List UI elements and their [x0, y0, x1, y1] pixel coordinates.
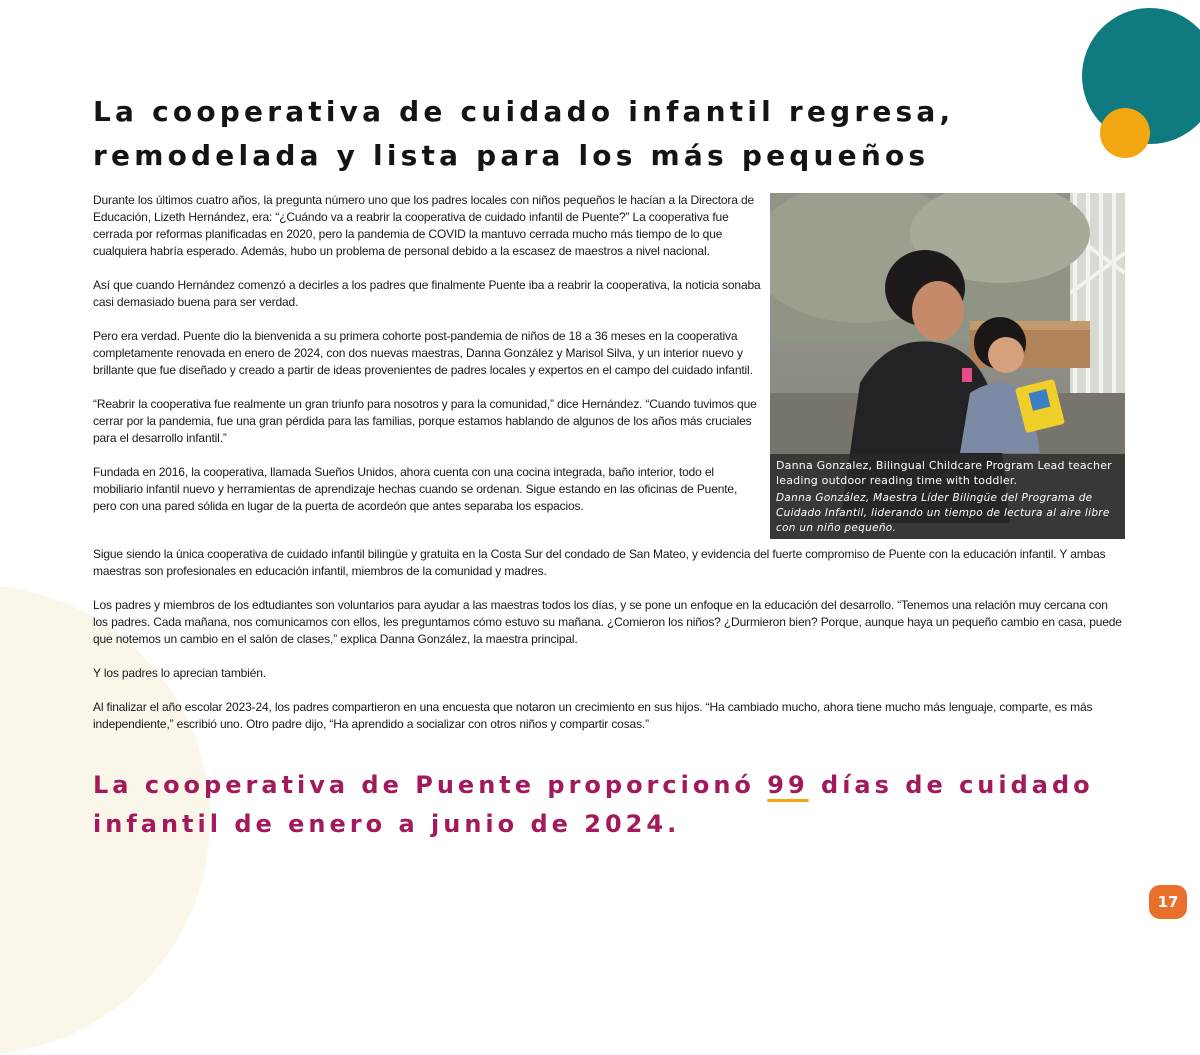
page-number-badge: 17 [1149, 885, 1187, 919]
article-photo [770, 193, 1125, 539]
paragraph: Fundada en 2016, la cooperativa, llamada Sueños Unidos, ahora cuenta con una cocina integrada, baño interior, todo el mobiliario infantil nuevo y herramientas de aprendizaje hechas cuando se ordenan. Sigue estando en las oficinas de Puente, pero con una pared sólida en lugar de la puerta de acordeón que antes separaba los espacios. [93, 465, 738, 513]
paragraph: Pero era verdad. Puente dio la bienvenida a su primera cohorte post-pandemia de niños de 18 a 36 meses en la cooperativa completamente renovada en enero de 2024, con dos nuevas maestras, Danna González y Marisol Silva, y un interior nuevo y brillante que fue diseñado y creado a partir de ideas provenientes de padres locales y expertos en el campo del cuidado infantil. [93, 329, 753, 377]
paragraph: Así que cuando Hernández comenzó a decirles a los padres que finalmente Puente iba a reabrir la cooperativa, la noticia sonaba casi demasiado buena para ser verdad. [93, 278, 761, 309]
article-body-narrow [93, 192, 761, 532]
paragraph: Durante los últimos cuatro años, la pregunta número uno que los padres locales con niños pequeños le hacían a la Directora de Educación, Lizeth Hernández, era: “¿Cuándo va a reabrir la cooperativa de cuidado infantil de Puente?” La cooperativa fue cerrada por reformas planificadas en 2020, pero la pandemia de COVID la mantuvo cerrada mucho más tiempo de lo que cualquiera habría esperado. Además, hubo un problema de personal debido a la escasez de maestros a nivel nacional. [93, 193, 755, 258]
paragraph: Y los padres lo aprecian también. [93, 666, 266, 680]
pull-quote [93, 766, 1153, 844]
article-body-wide [93, 546, 1123, 750]
article-title: La cooperativa de cuidado infantil regresa, remodelada y lista para los más pequeños [93, 95, 955, 172]
photo-caption [770, 454, 1125, 539]
decorative-yellow-circle [1100, 108, 1150, 158]
caption-english: Danna Gonzalez, Bilingual Childcare Program Lead teacher leading outdoor reading time with toddler. [776, 459, 1112, 487]
pull-quote-before: La cooperativa de Puente proporcionó [93, 771, 768, 799]
paragraph: “Reabrir la cooperativa fue realmente un gran triunfo para nosotros y para la comunidad,” dice Hernández. “Cuando tuvimos que cerrar por la pandemia, fue una gran pérdida para las familias, porque estamos hablando de algunos de los años más cruciales para el desarrollo infantil.” [93, 397, 757, 445]
caption-spanish: Danna González, Maestra Líder Bilingüe del Programa de Cuidado Infantil, liderando un tiempo de lectura al aire libre con un niño pequeño. [776, 492, 1110, 534]
paragraph: Sigue siendo la única cooperativa de cuidado infantil bilingüe y gratuita en la Costa Sur del condado de San Mateo, y evidencia del fuerte compromiso de Puente con la educación infantil. Y ambas maestras son profesionales en educación infantil, miembros de la comunidad y madres. [93, 547, 1106, 578]
paragraph: Los padres y miembros de los edtudiantes son voluntarios para ayudar a las maestras todos los días, y se pone un enfoque en la educación del desarrollo. “Tenemos una relación muy cercana con los padres. Cada mañana, nos comunicamos con ellos, les preguntamos cómo estuvo su mañana. ¿Comieron los niños? ¿Durmieron bien? Porque, aunque haya un pequeño cambio en casa, puede que notemos un cambio en el salón de clases,” explica Danna González, la maestra principal. [93, 598, 1122, 646]
pull-quote-after: días de cuidado infantil de enero a junio de 2024. [93, 771, 1094, 838]
paragraph: Al finalizar el año escolar 2023-24, los padres compartieron en una encuesta que notaron un crecimiento en sus hijos. “Ha cambiado mucho, ahora tiene mucho más lenguaje, comparte, es más independiente,” escribió uno. Otro padre dijo, “Ha aprendido a socializar con otros niños y compartir cosas.” [93, 700, 1093, 731]
pull-quote-number: 99 [767, 771, 809, 799]
